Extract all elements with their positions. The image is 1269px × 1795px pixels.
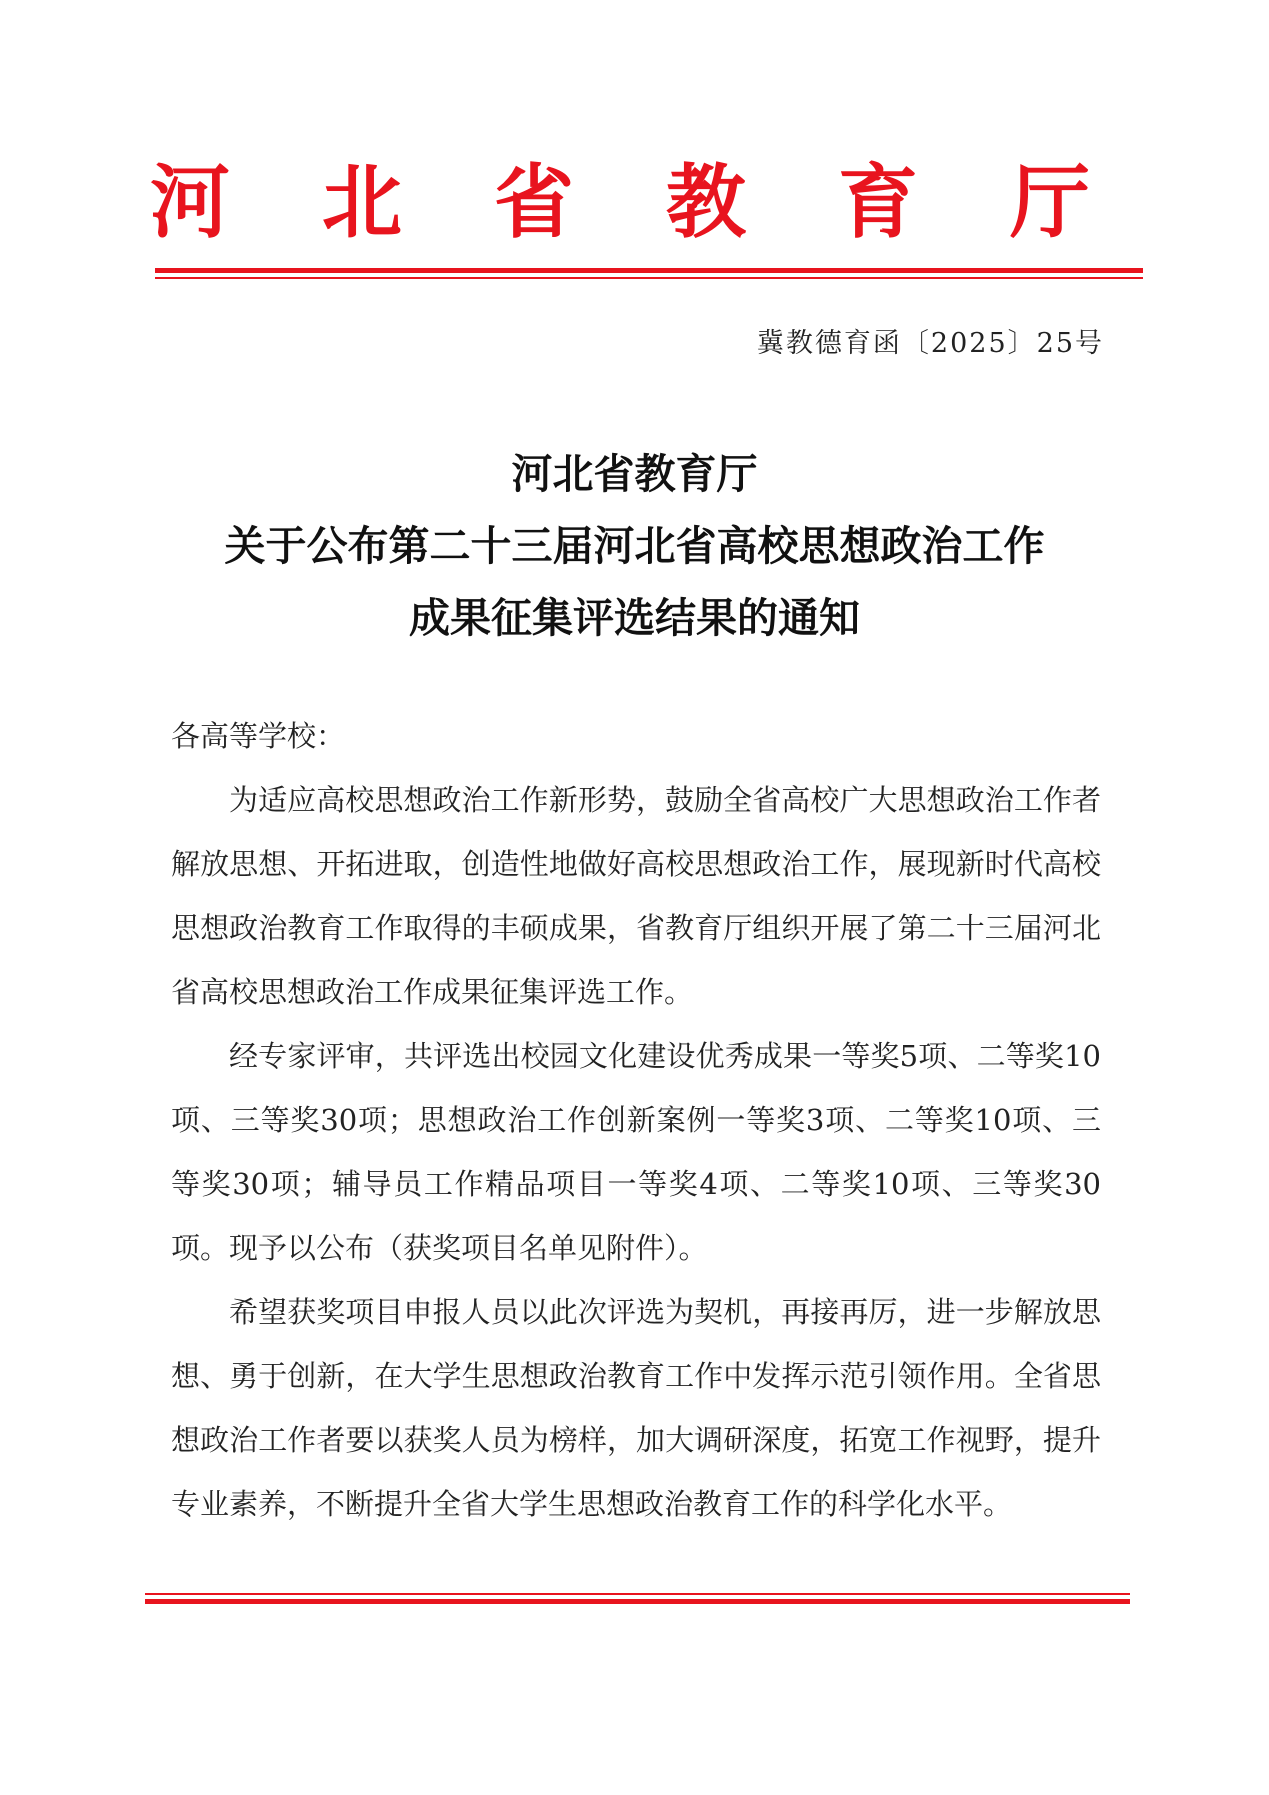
title-line: 成果征集评选结果的通知 xyxy=(409,594,860,642)
header-rule-thick xyxy=(155,268,1143,273)
masthead-char: 教 xyxy=(666,155,746,249)
masthead-char: 省 xyxy=(494,155,574,249)
title-line: 河北省教育厅 xyxy=(511,450,758,498)
body-paragraph: 为适应高校思想政治工作新形势，鼓励全省高校广大思想政治工作者解放思想、开拓进取，创造性地做好高校思想政治工作，展现新时代高校思想政治教育工作取得的丰硕成果，省教育厅组织开展了第二十三届河北省高校思想政治工作成果征集评选工作。 xyxy=(171,783,1101,1009)
masthead xyxy=(150,152,1090,252)
masthead-char: 厅 xyxy=(1010,155,1090,249)
document-title xyxy=(100,438,1169,654)
footer-rule-thick xyxy=(145,1599,1130,1604)
masthead-char: 北 xyxy=(322,155,402,249)
header-rule-thin xyxy=(155,277,1143,279)
footer-rule-thin xyxy=(145,1593,1130,1595)
masthead-char: 育 xyxy=(838,155,918,249)
body-paragraph: 希望获奖项目申报人员以此次评选为契机，再接再厉，进一步解放思想、勇于创新，在大学生思想政治教育工作中发挥示范引领作用。全省思想政治工作者要以获奖人员为榜样，加大调研深度，拓宽工作视野，提升专业素养，不断提升全省大学生思想政治教育工作的科学化水平。 xyxy=(171,1295,1101,1521)
body-paragraph: 经专家评审，共评选出校园文化建设优秀成果一等奖5项、二等奖10项、三等奖30项；思想政治工作创新案例一等奖3项、二等奖10项、三等奖30项；辅导员工作精品项目一等奖4项、二等奖10项、三等奖30项。现予以公布（获奖项目名单见附件）。 xyxy=(171,1039,1101,1265)
document-body xyxy=(171,704,1101,1536)
document-number: 冀教德育函〔2025〕25号 xyxy=(756,328,1104,359)
salutation: 各高等学校： xyxy=(171,719,346,753)
title-line: 关于公布第二十三届河北省高校思想政治工作 xyxy=(224,522,1045,570)
masthead-char: 河 xyxy=(150,155,230,249)
